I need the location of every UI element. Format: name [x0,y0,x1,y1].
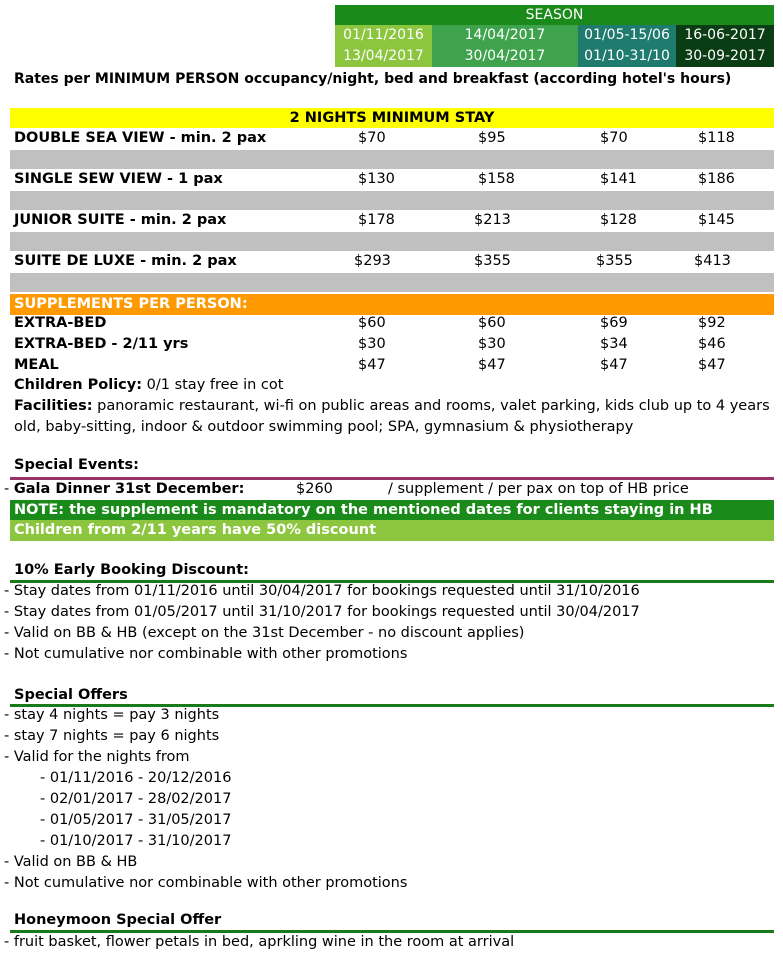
season-column-4 [676,25,774,67]
children-policy-text: 0/1 stay free in cot [146,377,284,393]
special-events-rule [10,477,774,480]
valid-period: - 01/05/2017 - 31/05/2017 [40,812,232,828]
room-price: $70 [358,130,386,146]
room-price: $130 [358,171,395,187]
room-price: $158 [478,171,515,187]
children-policy [14,377,283,393]
room-price: $186 [698,171,735,187]
gala-dinner-note: / supplement / per pax on top of HB price [388,481,689,497]
season-to: 01/10-31/10 [584,48,670,64]
room-price: $118 [698,130,735,146]
early-booking-item: - Not cumulative nor combinable with other promotions [4,646,408,662]
supplement-price: $60 [478,315,506,331]
gala-dinner-price: $260 [296,481,333,497]
supplement-name: MEAL [14,357,59,373]
valid-period: - 01/11/2016 - 20/12/2016 [40,770,232,786]
season-to: 13/04/2017 [343,48,424,64]
supplement-price: $47 [600,357,628,373]
supplement-price: $47 [698,357,726,373]
room-name: SUITE DE LUXE - min. 2 pax [14,253,237,269]
room-name: SINGLE SEW VIEW - 1 pax [14,171,223,187]
supplement-price: $69 [600,315,628,331]
season-column-3 [578,25,676,67]
honeymoon-rule [10,930,774,933]
supplement-price: $46 [698,336,726,352]
room-price: $293 [354,253,391,269]
supplement-price: $30 [358,336,386,352]
special-offer-item: - Valid for the nights from [4,749,190,765]
gala-dinner-label: Gala Dinner 31st December: [13,481,245,497]
season-column-2 [432,25,578,67]
honeymoon-title: Honeymoon Special Offer [14,912,222,928]
facilities-label: Facilities: [14,398,93,414]
early-booking-item: - Stay dates from 01/11/2016 until 30/04/2017 for bookings requested until 31/10/2016 [4,583,640,599]
room-price: $70 [600,130,628,146]
row-separator [10,191,774,210]
season-from: 14/04/2017 [464,27,546,43]
rates-intro: Rates per MINIMUM PERSON occupancy/night, bed and breakfast (according hotel's hours) [14,71,732,87]
room-price: $355 [596,253,633,269]
season-to: 30-09-2017 [684,48,766,64]
room-price: $213 [474,212,511,228]
hb-supplement-note: NOTE: the supplement is mandatory on the mentioned dates for clients staying in HB [10,500,774,520]
supplement-price: $34 [600,336,628,352]
supplement-name: EXTRA-BED - 2/11 yrs [14,336,189,352]
row-separator [10,273,774,292]
row-separator [10,150,774,169]
supplement-price: $30 [478,336,506,352]
room-name: DOUBLE SEA VIEW - min. 2 pax [14,130,267,146]
early-booking-item: - Stay dates from 01/05/2017 until 31/10/2017 for bookings requested until 30/04/2017 [4,604,640,620]
children-policy-label: Children Policy: [14,377,143,393]
supplements-banner: SUPPLEMENTS PER PERSON: [10,294,774,315]
room-price: $95 [478,130,506,146]
room-price: $141 [600,171,637,187]
season-header: SEASON [335,5,774,25]
special-events-title: Special Events: [14,457,139,473]
room-price: $145 [698,212,735,228]
room-price: $413 [694,253,731,269]
facilities-line-2: old, baby-sitting, indoor & outdoor swimming pool; SPA, gymnasium & physiotherapy [14,419,634,435]
honeymoon-item: - fruit basket, flower petals in bed, aprkling wine in the room at arrival [4,934,515,950]
room-price: $355 [474,253,511,269]
season-column-1 [335,25,432,67]
supplement-name: EXTRA-BED [14,315,107,331]
gala-dinner-row: - Gala Dinner 31st December: [4,481,245,497]
facilities-text-1: panoramic restaurant, wi-fi on public areas and rooms, valet parking, kids club up to 4 years [97,398,770,414]
valid-period: - 02/01/2017 - 28/02/2017 [40,791,232,807]
facilities-line-1 [14,398,770,414]
row-separator [10,232,774,251]
supplement-price: $47 [478,357,506,373]
special-offer-item: - Not cumulative nor combinable with other promotions [4,875,408,891]
supplement-price: $60 [358,315,386,331]
season-from: 01/05-15/06 [584,27,670,43]
children-discount-note: Children from 2/11 years have 50% discount [10,520,774,541]
season-from: 01/11/2016 [343,27,424,43]
supplement-price: $47 [358,357,386,373]
valid-period: - 01/10/2017 - 31/10/2017 [40,833,232,849]
early-booking-item: - Valid on BB & HB (except on the 31st December - no discount applies) [4,625,525,641]
special-offer-item: - stay 7 nights = pay 6 nights [4,728,220,744]
special-offer-item: - Valid on BB & HB [4,854,138,870]
season-to: 30/04/2017 [464,48,546,64]
season-from: 16-06-2017 [684,27,766,43]
special-offer-item: - stay 4 nights = pay 3 nights [4,707,220,723]
room-price: $128 [600,212,637,228]
supplement-price: $92 [698,315,726,331]
room-name: JUNIOR SUITE - min. 2 pax [14,212,227,228]
min-stay-banner: 2 NIGHTS MINIMUM STAY [10,108,774,128]
early-booking-title: 10% Early Booking Discount: [14,562,249,578]
room-price: $178 [358,212,395,228]
special-offers-title: Special Offers [14,687,128,703]
